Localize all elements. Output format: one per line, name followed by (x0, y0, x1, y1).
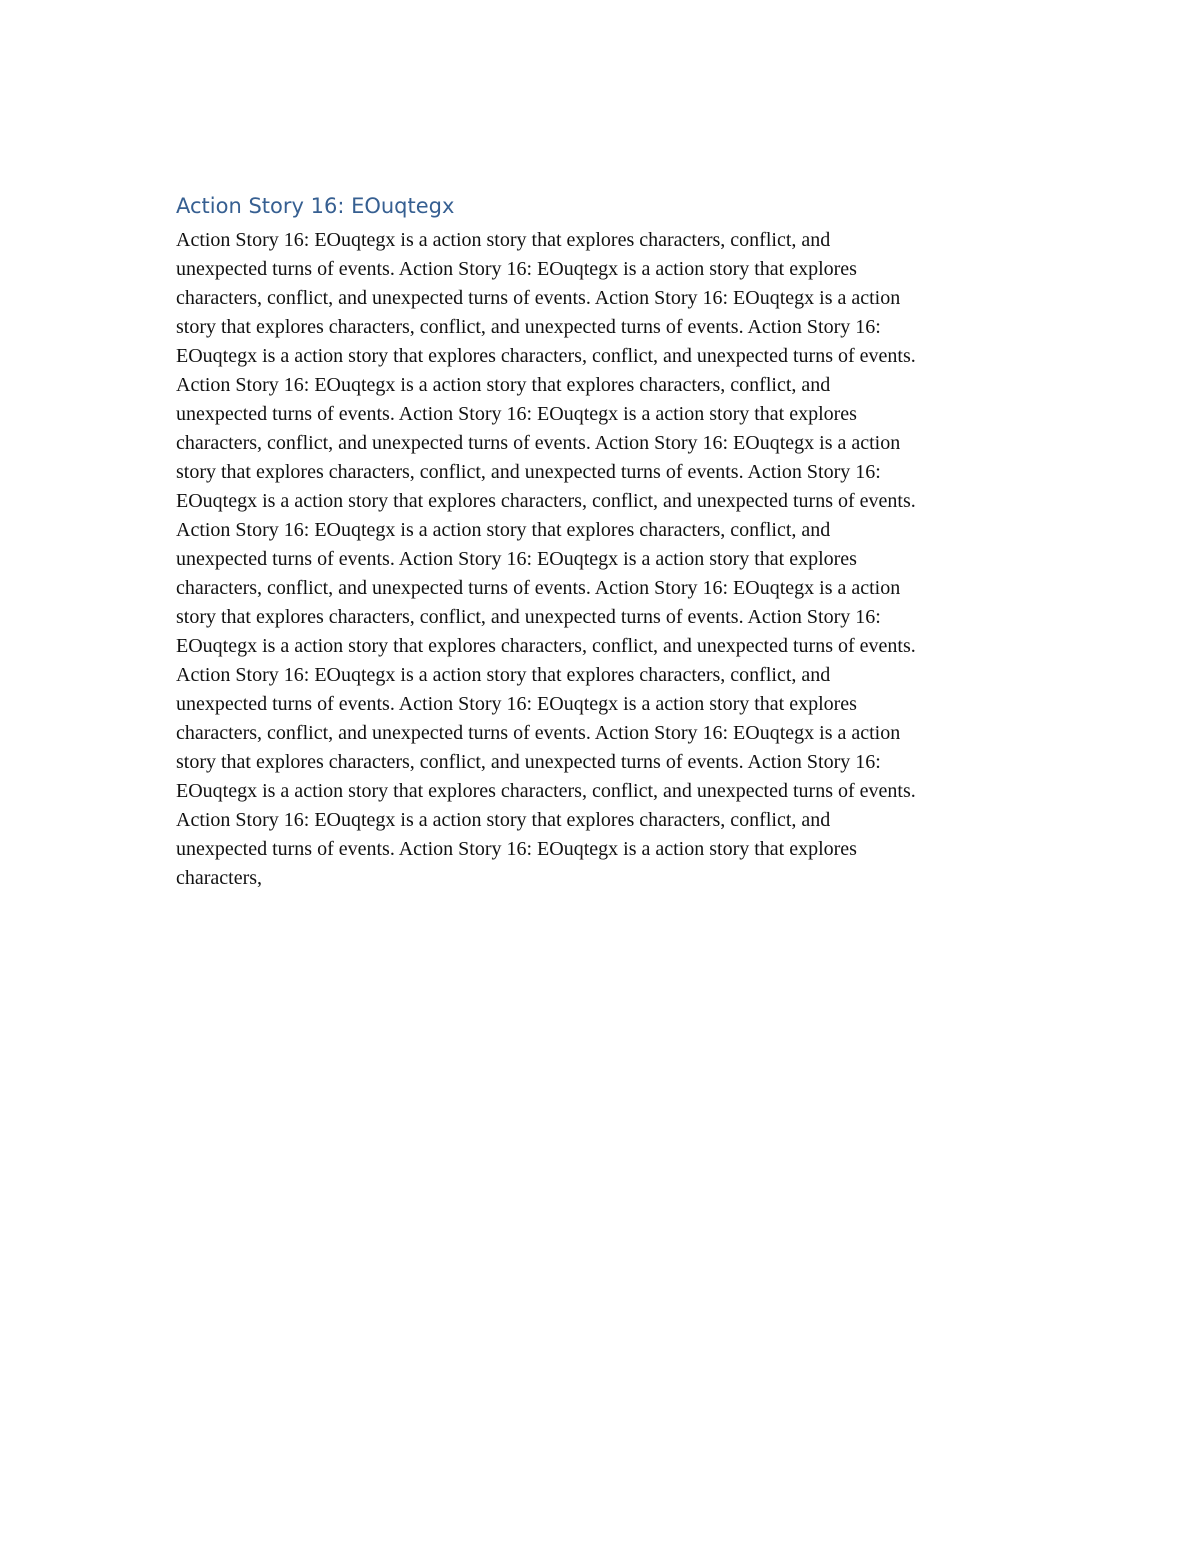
body-text-line: Action Story 16: EOuqtegx is a action story that explores characters, conflict, and (176, 229, 831, 251)
body-text-line: characters, conflict, and unexpected turns of events. Action Story 16: EOuqtegx is a action (176, 287, 901, 309)
body-text-line: unexpected turns of events. Action Story 16: EOuqtegx is a action story that explores (176, 838, 857, 860)
body-text-line: unexpected turns of events. Action Story 16: EOuqtegx is a action story that explores (176, 548, 857, 570)
body-text-line: Action Story 16: EOuqtegx is a action story that explores characters, conflict, and (176, 374, 831, 396)
body-text-line: Action Story 16: EOuqtegx is a action story that explores characters, conflict, and (176, 664, 831, 686)
body-text-line: unexpected turns of events. Action Story 16: EOuqtegx is a action story that explores (176, 693, 857, 715)
body-text-line: EOuqtegx is a action story that explores characters, conflict, and unexpected turns of events. (176, 780, 916, 802)
body-text-line: unexpected turns of events. Action Story 16: EOuqtegx is a action story that explores (176, 258, 857, 280)
body-text-line: Action Story 16: EOuqtegx is a action story that explores characters, conflict, and (176, 519, 831, 541)
document-heading: Action Story 16: EOuqtegx (176, 194, 455, 218)
body-text-line: characters, conflict, and unexpected turns of events. Action Story 16: EOuqtegx is a action (176, 577, 901, 599)
body-text-line: characters, conflict, and unexpected turns of events. Action Story 16: EOuqtegx is a action (176, 722, 901, 744)
document-body (176, 226, 1036, 893)
body-text-line: unexpected turns of events. Action Story 16: EOuqtegx is a action story that explores (176, 403, 857, 425)
body-text-line: EOuqtegx is a action story that explores characters, conflict, and unexpected turns of events. (176, 345, 916, 367)
body-text-line: story that explores characters, conflict, and unexpected turns of events. Action Story 16: (176, 461, 881, 483)
body-text-line: characters, conflict, and unexpected turns of events. Action Story 16: EOuqtegx is a action (176, 432, 901, 454)
body-text-line: characters, (176, 867, 263, 889)
body-text-line: EOuqtegx is a action story that explores characters, conflict, and unexpected turns of events. (176, 490, 916, 512)
body-text-line: story that explores characters, conflict, and unexpected turns of events. Action Story 16: (176, 316, 881, 338)
body-text-line: story that explores characters, conflict, and unexpected turns of events. Action Story 16: (176, 751, 881, 773)
body-text-line: EOuqtegx is a action story that explores characters, conflict, and unexpected turns of events. (176, 635, 916, 657)
body-text-line: Action Story 16: EOuqtegx is a action story that explores characters, conflict, and (176, 809, 831, 831)
body-text-line: story that explores characters, conflict, and unexpected turns of events. Action Story 16: (176, 606, 881, 628)
